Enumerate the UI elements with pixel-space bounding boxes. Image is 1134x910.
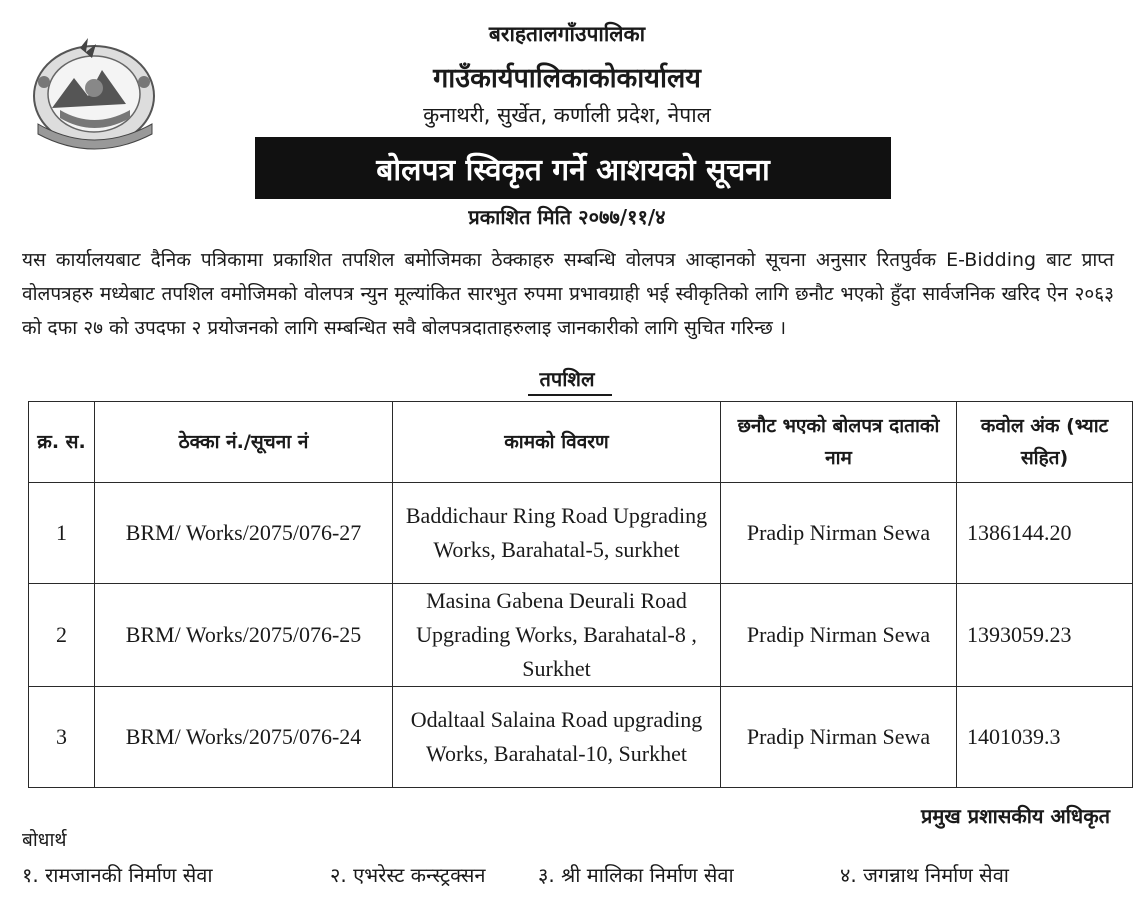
notice-title: बोलपत्र स्विकृत गर्ने आशयको सूचना <box>255 137 891 199</box>
cell-amount: 1401039.3 <box>957 687 1133 788</box>
signatory-title: प्रमुख प्रशासकीय अधिकृत <box>921 804 1110 828</box>
cell-description: Odaltaal Salaina Road upgrading Works, Barahatal-10, Surkhet <box>393 687 721 788</box>
notice-body: यस कार्यालयबाट दैनिक पत्रिकामा प्रकाशित तपशिल बमोजिमका ठेक्काहरु सम्बन्धि वोलपत्र आव्हानको सूचना अनुसार रितपुर्वक E-Bidding बाट प्राप्त वोलपत्रहरु मध्येबाट तपशिल वमोजिमको वोलपत्र न्युन मूल्यांकित सारभुत रुपमा प्रभावग्राही भई स्वीकृतिको लागि छनौट भएको हुँदा सार्वजनिक खरिद ऐन २०६३ को दफा २७ को उपदफा २ प्रयोजनको लागि सम्बन्धित सवै बोलपत्रदाताहरुलाइ जानकारीको लागि सुचित गरिन्छ । <box>22 249 1114 339</box>
cell-serial: 3 <box>29 687 95 788</box>
cell-description: Masina Gabena Deurali Road Upgrading Works, Barahatal-8 , Surkhet <box>393 584 721 687</box>
cell-contract-no: BRM/ Works/2075/076-27 <box>95 483 393 584</box>
office-address: कुनाथरी, सुर्खेत, कर्णाली प्रदेश, नेपाल <box>423 103 711 127</box>
cell-bidder: Pradip Nirman Sewa <box>721 483 957 584</box>
cell-contract-no: BRM/ Works/2075/076-24 <box>95 687 393 788</box>
header-serial: क्र. स. <box>29 402 95 483</box>
table-row <box>29 483 1133 584</box>
cell-description: Baddichaur Ring Road Upgrading Works, Barahatal-5, surkhet <box>393 483 721 584</box>
cell-serial: 1 <box>29 483 95 584</box>
cell-bidder: Pradip Nirman Sewa <box>721 687 957 788</box>
cell-bidder: Pradip Nirman Sewa <box>721 584 957 687</box>
header-amount: कवोल अंक (भ्याट सहित) <box>957 402 1133 483</box>
cc-item: ३. श्री मालिका निर्माण सेवा <box>538 863 734 887</box>
table-header-row <box>29 402 1133 483</box>
cell-contract-no: BRM/ Works/2075/076-25 <box>95 584 393 687</box>
org-name: बराहतालगाँउपालिका <box>488 22 646 46</box>
header-bidder: छनौट भएको बोलपत्र दाताको नाम <box>721 402 957 483</box>
table-row <box>29 687 1133 788</box>
published-date: प्रकाशित मिति २०७७/११/४ <box>468 205 666 229</box>
cc-label: बोधार्थ <box>22 829 67 851</box>
table-row <box>29 584 1133 687</box>
cell-amount: 1393059.23 <box>957 584 1133 687</box>
header-description: कामको विवरण <box>393 402 721 483</box>
cc-item: ४. जगन्नाथ निर्माण सेवा <box>840 863 1009 887</box>
caption-underline <box>528 394 612 396</box>
cell-serial: 2 <box>29 584 95 687</box>
table-caption: तपशिल <box>539 367 595 391</box>
cell-amount: 1386144.20 <box>957 483 1133 584</box>
cc-item: १. रामजानकी निर्माण सेवा <box>22 863 213 887</box>
header-contract-no: ठेक्का नं./सूचना नं <box>95 402 393 483</box>
office-name: गाउँकार्यपालिकाकोकार्यालय <box>433 63 701 94</box>
contract-table <box>28 401 1133 788</box>
cc-item: २. एभरेस्ट कन्स्ट्रक्सन <box>330 863 486 887</box>
